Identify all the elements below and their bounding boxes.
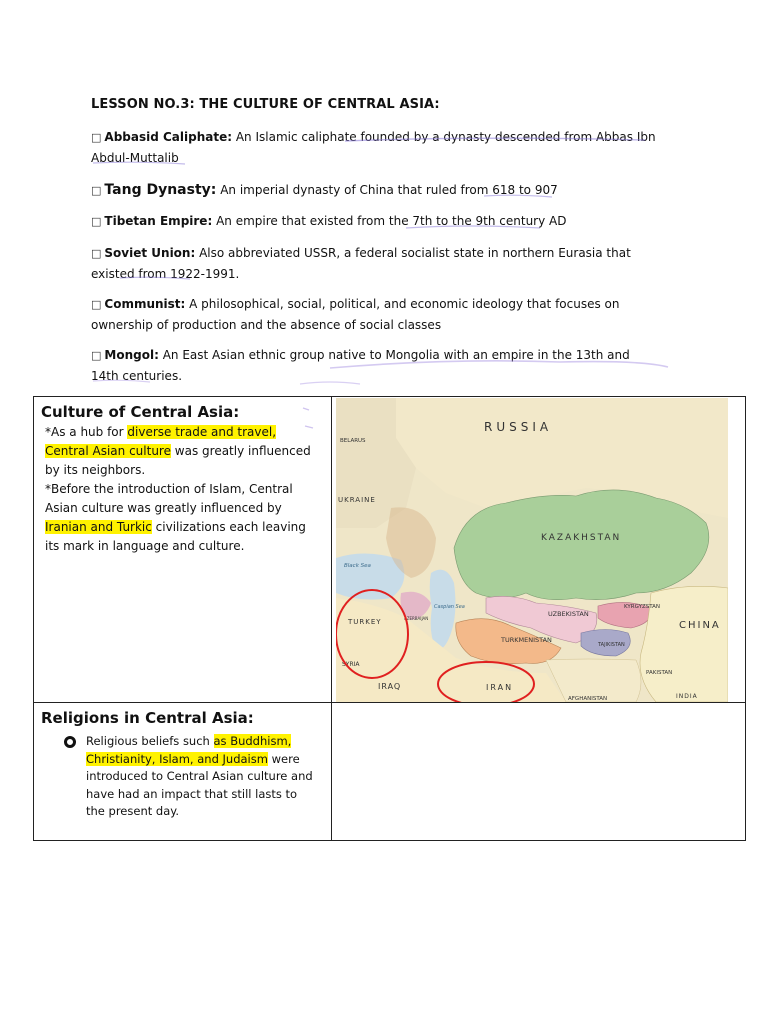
- definition-text: An Islamic caliphate founded by a dynasty descended from Abbas Ibn Abdul-Muttalib: [91, 130, 656, 165]
- definition-term: Tibetan Empire:: [104, 214, 213, 228]
- label-tajikistan: TAJIKISTAN: [598, 642, 625, 648]
- map-svg: [336, 398, 728, 702]
- label-russia: RUSSIA: [484, 420, 553, 434]
- label-india: INDIA: [676, 693, 698, 700]
- kazakhstan-region: [454, 490, 709, 600]
- hollow-bullet-icon: [64, 736, 76, 748]
- text-run: civilizations each leaving its mark in language and culture.: [45, 520, 306, 553]
- list-item: [54, 733, 317, 821]
- label-ukraine: UKRAINE: [338, 496, 376, 504]
- definition-term: Tang Dynasty:: [104, 182, 217, 198]
- culture-paragraph-1: [45, 423, 323, 480]
- definition-text: Also abbreviated USSR, a federal socialist state in northern Eurasia that existed from 1922-1991.: [91, 246, 631, 281]
- religions-list: [34, 733, 331, 821]
- definition-term: Abbasid Caliphate:: [104, 130, 233, 144]
- label-iran: IRAN: [486, 683, 514, 692]
- definition-communist: [91, 294, 661, 335]
- central-asia-map: [336, 398, 728, 702]
- bullet-glyph: □: [91, 215, 102, 228]
- definition-term: Mongol:: [104, 348, 159, 362]
- culture-cell: [34, 397, 332, 703]
- text-run: was greatly influenced by its neighbors.: [45, 444, 311, 477]
- label-turkmenistan: TURKMENISTAN: [501, 636, 552, 644]
- label-syria: SYRIA: [342, 661, 360, 668]
- label-turkey: TURKEY: [348, 618, 382, 626]
- text-run: Religious beliefs such: [86, 734, 214, 748]
- label-uzbekistan: UZBEKISTAN: [548, 610, 589, 618]
- label-kazakhstan: KAZAKHSTAN: [541, 533, 622, 543]
- label-belarus: BELARUS: [340, 438, 366, 444]
- label-caspian-sea: Caspian Sea: [434, 604, 465, 610]
- empty-cell: [332, 703, 746, 841]
- text-run: *As a hub for: [45, 425, 128, 439]
- culture-paragraph-2: [45, 480, 323, 556]
- label-iraq: IRAQ: [378, 682, 402, 691]
- content-table: [33, 396, 746, 841]
- religions-heading: Religions in Central Asia:: [41, 709, 254, 727]
- culture-heading: Culture of Central Asia:: [41, 403, 240, 421]
- definition-text: An empire that existed from the 7th to the 9th century AD: [212, 214, 567, 228]
- bullet-glyph: □: [91, 349, 102, 362]
- label-pakistan: PAKISTAN: [646, 670, 673, 676]
- bullet-glyph: □: [91, 247, 102, 260]
- map-cell: [332, 397, 746, 703]
- highlighted-text: Iranian and Turkic: [45, 520, 152, 534]
- bullet-glyph: □: [91, 184, 102, 197]
- definition-tibetan-empire: [91, 211, 661, 232]
- religions-cell: [34, 703, 332, 841]
- definition-mongol: [91, 345, 661, 386]
- definition-term: Communist:: [104, 297, 186, 311]
- bullet-glyph: □: [91, 298, 102, 311]
- definition-tang-dynasty: [91, 180, 661, 201]
- definition-text: An imperial dynasty of China that ruled from 618 to 907: [216, 183, 558, 197]
- label-azerbaijan: AZERBAIJAN: [404, 616, 429, 621]
- label-china: CHINA: [679, 620, 721, 631]
- label-kyrgyzstan: KYRGYZSTAN: [624, 604, 661, 610]
- definition-abbasid-caliphate: [91, 127, 661, 168]
- text-run: were introduced to Central Asian culture and have had an impact that still lasts to the present day.: [86, 751, 313, 818]
- definition-text: A philosophical, social, political, and economic ideology that focuses on ownership of production and the absence of social classes: [91, 297, 620, 332]
- lesson-title: LESSON NO.3: THE CULTURE OF CENTRAL ASIA:: [91, 97, 440, 112]
- text-run: *Before the introduction of Islam, Central Asian culture was greatly influenced by: [45, 482, 293, 515]
- highlighted-text: as Buddhism, Christianity, Islam, and Judaism: [86, 734, 292, 766]
- bullet-glyph: □: [91, 131, 102, 144]
- highlighted-text: diverse trade and travel, Central Asian culture: [45, 425, 277, 458]
- label-black-sea: Black Sea: [344, 563, 371, 569]
- definition-term: Soviet Union:: [104, 246, 196, 260]
- definition-text: An East Asian ethnic group native to Mongolia with an empire in the 13th and 14th centuries.: [91, 348, 630, 383]
- definition-soviet-union: [91, 243, 661, 284]
- label-afghanistan: AFGHANISTAN: [568, 696, 608, 702]
